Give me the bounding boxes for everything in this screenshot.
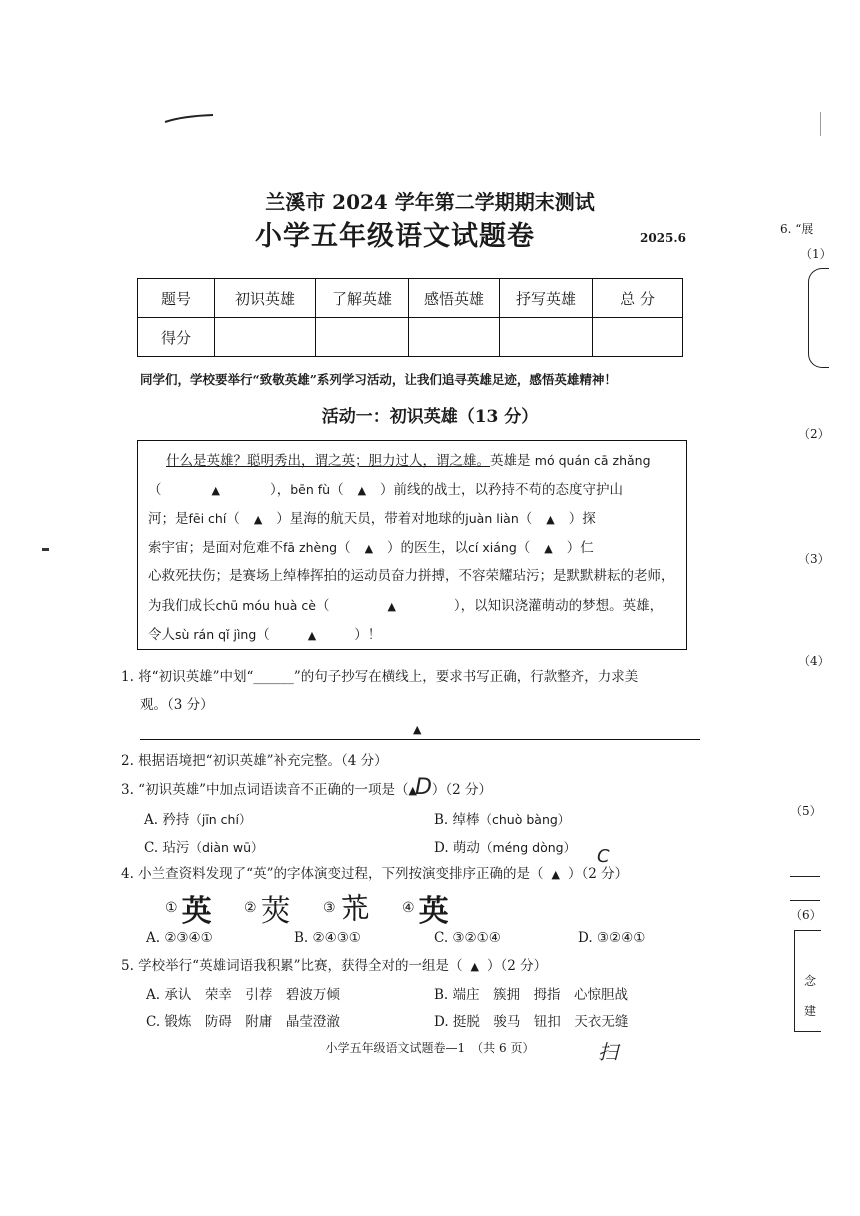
score-cell-header: 初识英雄 [215, 279, 316, 318]
exam-title-line2: 小学五年级语文试题卷 [255, 221, 535, 252]
answer-blank[interactable]: ▲ [544, 542, 553, 555]
pinyin: chū móu huà cè [215, 598, 316, 613]
answer-marker: ▲ [413, 723, 422, 736]
q5-option-d: D. 挺脱 骏马 钮扣 天衣无缝 [434, 1014, 629, 1030]
passage-line-1: 什么是英雄？聪明秀出，谓之英；胆力过人，谓之雄。英雄是 mó quán cā zhǎng [166, 453, 651, 469]
score-cell-header: 抒写英雄 [500, 279, 593, 318]
stray-mark [42, 548, 49, 551]
passage-line-4: 索宇宙；是面对危难不fā zhèng（ ▲ ）的医生，以cí xiáng（ ▲ ）仁 [148, 540, 594, 556]
edge-item: （5） [790, 804, 822, 818]
q3-option-d: D. 萌动（méng dòng） [434, 840, 577, 856]
passage-line-7: 令人sù rán qǐ jìng（ ▲ ）！ [148, 627, 382, 643]
underlined-sentence: 什么是英雄？聪明秀出，谓之英；胆力过人，谓之雄。 [166, 453, 490, 469]
pinyin: mó quán cā zhǎng [534, 453, 651, 468]
answer-blank[interactable]: ▲ [387, 600, 396, 613]
handwritten-answer: D [414, 775, 432, 800]
edge-item: （3） [798, 552, 830, 566]
pinyin: fēi chí [188, 511, 227, 526]
score-entry-cell[interactable] [409, 318, 500, 357]
activity-title: 活动一：初识英雄（13 分） [321, 407, 539, 427]
score-entry-cell[interactable] [593, 318, 683, 357]
score-entry-cell[interactable] [215, 318, 316, 357]
glyph-evolution-row: ① 英 ② 莢 ③ 𦬸 ④ 英 [165, 886, 477, 930]
edge-item: （1） [800, 247, 832, 261]
answer-blank[interactable]: ▲ [551, 868, 560, 881]
q4-option-c: C. ③②①④ [434, 930, 501, 946]
intro-text: 同学们，学校要举行“致敬英雄”系列学习活动，让我们追寻英雄足迹，感悟英雄精神！ [140, 372, 617, 387]
answer-blank[interactable]: ▲ [546, 513, 555, 526]
edge-item: （4） [798, 654, 830, 668]
pinyin: cí xiáng [468, 540, 517, 555]
handwritten-answer: C [597, 846, 610, 867]
q4-option-d: D. ③②④① [578, 930, 646, 946]
answer-blank[interactable]: ▲ [364, 542, 374, 555]
next-page-edge [780, 0, 860, 1216]
score-cell-label: 题号 [138, 279, 215, 318]
answer-blank[interactable]: ▲ [357, 484, 367, 497]
edge-item: （2） [798, 427, 830, 441]
glyph-2: 莢 [260, 894, 291, 929]
edge-text: 念 [804, 974, 817, 988]
score-cell-header: 总 分 [593, 279, 683, 318]
score-cell-header: 感悟英雄 [409, 279, 500, 318]
pinyin: fā zhèng [283, 540, 338, 555]
score-cell-header: 了解英雄 [316, 279, 409, 318]
score-table-score-row [138, 318, 683, 357]
q5-option-c: C. 锻炼 防碍 附庸 晶莹澄澈 [146, 1014, 340, 1030]
pencil-stroke-mark [163, 112, 215, 126]
q4-option-a: A. ②③④① [146, 930, 213, 946]
passage-line-6: 为我们成长chū móu huà cè（ ▲ ），以知识浇灌萌动的梦想。英雄， [148, 598, 664, 614]
q3-option-c: C. 玷污（diàn wū） [144, 840, 264, 856]
pinyin: bēn fù [290, 482, 331, 497]
answer-blank[interactable]: ▲ [307, 629, 317, 642]
answer-line[interactable] [140, 739, 700, 740]
score-entry-cell[interactable] [500, 318, 593, 357]
score-entry-cell[interactable] [316, 318, 409, 357]
score-table [137, 278, 683, 357]
question-5: 5. 学校举行“英雄词语我积累”比赛，获得全对的一组是（ ▲ ）（2 分） [121, 958, 548, 974]
answer-blank[interactable]: ▲ [470, 960, 479, 973]
exam-date: 2025.6 [640, 231, 686, 245]
q3-option-b: B. 绰棒（chuò bàng） [434, 812, 571, 828]
question-3: 3. “初识英雄”中加点词语读音不正确的一项是（▲D）（2 分） [121, 775, 493, 800]
page-footer: 小学五年级语文试题卷—1 （共 6 页） [325, 1041, 535, 1055]
answer-blank[interactable]: ▲ [211, 484, 220, 497]
q5-option-a: A. 承认 荣幸 引荐 碧波万倾 [146, 987, 340, 1003]
pinyin: sù rán qǐ jìng [175, 627, 257, 642]
edge-box [808, 268, 829, 368]
question-4: 4. 小兰查资料发现了“英”的字体演变过程，下列按演变排序正确的是（ ▲ ）（2 分） [121, 866, 629, 882]
q4-option-b: B. ②④③① [294, 930, 361, 946]
glyph-3: 𦬸 [339, 890, 370, 926]
answer-blank[interactable]: ▲ [408, 784, 417, 797]
glyph-1: 英 [181, 894, 212, 929]
edge-q6: 6. “展 [780, 222, 814, 236]
question-1-cont: 观。（3 分） [140, 697, 214, 713]
q3-option-a: A. 矜持（jīn chí） [144, 812, 252, 828]
exam-title-line1: 兰溪市 2024 学年第二学期期末测试 [265, 190, 595, 214]
glyph-4: 英 [418, 894, 449, 929]
q5-option-b: B. 端庄 簇拥 拇指 心惊胆战 [434, 987, 629, 1003]
passage-line-5: 心救死扶伤；是赛场上绰棒挥拍的运动员奋力拼搏，不容荣耀玷污；是默默耕耘的老师， [148, 568, 675, 584]
score-cell-label: 得分 [138, 318, 215, 357]
question-2: 2. 根据语境把“初识英雄”补充完整。（4 分） [121, 753, 388, 769]
pinyin: juàn liàn [465, 511, 519, 526]
passage-line-3: 河；是fēi chí（ ▲ ）星海的航天员，带着对地球的juàn liàn（ ▲ ）探 [148, 511, 596, 527]
passage-line-2: （ ▲ ），bēn fù（ ▲ ）前线的战士，以矜持不苟的态度守护山 [148, 482, 624, 498]
edge-text: 建 [804, 1004, 817, 1018]
question-1: 1. 将“初识英雄”中划“______”的句子抄写在横线上，要求书写正确，行款整齐，力求美 [121, 669, 639, 685]
edge-item: （6） [790, 908, 822, 922]
answer-blank[interactable]: ▲ [253, 513, 263, 526]
score-table-header-row [138, 279, 683, 318]
handwritten-mark: 扫 [598, 1040, 618, 1064]
